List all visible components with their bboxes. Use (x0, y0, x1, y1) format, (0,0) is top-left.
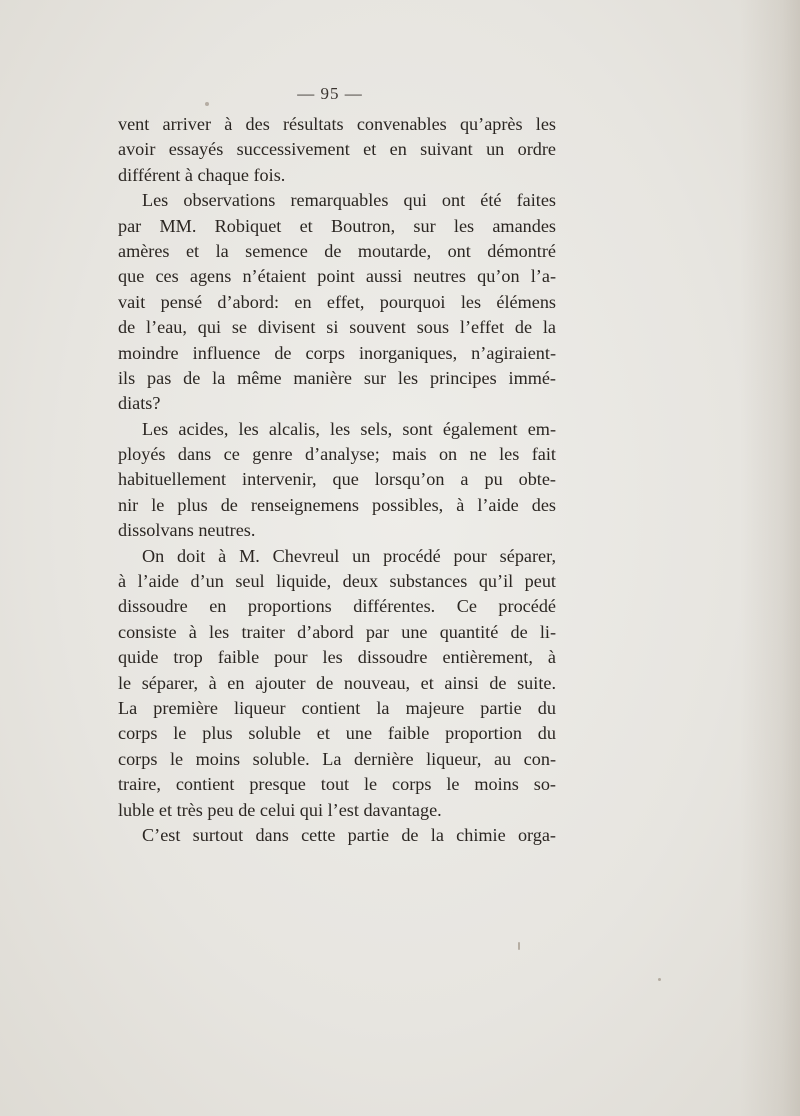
text-line: vent arriver à des résultats convenables qu’après les (118, 114, 556, 134)
paper-speck (205, 102, 209, 106)
page-edge-shadow (740, 0, 800, 1116)
text-line: par MM. Robiquet et Boutron, sur les amandes (118, 215, 556, 236)
page-number: — 95 — (297, 84, 363, 103)
text-line: à l’aide d’un seul liquide, deux substances qu’il peut (118, 571, 556, 592)
text-line: quide trop faible pour les dissoudre entièrement, à (118, 647, 556, 668)
text-line: ployés dans ce genre d’analyse; mais on ne les fait (118, 444, 556, 465)
body-text (118, 112, 556, 848)
text-line: diats? (118, 393, 161, 414)
text-line: amères et la semence de moutarde, ont démontré (118, 240, 556, 261)
text-line: traire, contient presque tout le corps le moins so- (118, 774, 556, 795)
text-line: que ces agens n’étaient point aussi neutres qu’on l’a- (118, 266, 556, 287)
text-line: avoir essayés successivement et en suivant un ordre (118, 139, 556, 160)
text-line: ils pas de la même manière sur les principes immé- (118, 367, 556, 388)
text-line: vait pensé d’abord: en effet, pourquoi les élémens (118, 291, 556, 312)
text-line: le séparer, à en ajouter de nouveau, et ainsi de suite. (118, 672, 556, 693)
paper-speck (658, 978, 661, 981)
text-line: de l’eau, qui se divisent si souvent sous l’effet de la (118, 317, 556, 338)
text-line: luble et très peu de celui qui l’est davantage. (118, 799, 442, 820)
text-line: dissoudre en proportions différentes. Ce procédé (118, 596, 556, 617)
paper-speck (518, 942, 520, 950)
text-line: habituellement intervenir, que lorsqu’on a pu obte- (118, 469, 556, 490)
text-line: dissolvans neutres. (118, 520, 256, 541)
text-line: Les observations remarquables qui ont été faites (142, 190, 556, 211)
text-line: La première liqueur contient la majeure partie du (118, 697, 556, 718)
text-line: corps le plus soluble et une faible proportion du (118, 723, 556, 744)
text-line: Les acides, les alcalis, les sels, sont également em- (142, 418, 556, 439)
text-line: consiste à les traiter d’abord par une quantité de li- (118, 621, 556, 642)
text-line: corps le moins soluble. La dernière liqueur, au con- (118, 748, 556, 769)
text-line: On doit à M. Chevreul un procédé pour séparer, (142, 545, 556, 566)
text-line: nir le plus de renseignemens possibles, à l’aide des (118, 494, 556, 515)
text-line: différent à chaque fois. (118, 164, 286, 185)
text-line: moindre influence de corps inorganiques, n’agiraient- (118, 342, 556, 363)
text-line: C’est surtout dans cette partie de la chimie orga- (142, 824, 556, 845)
